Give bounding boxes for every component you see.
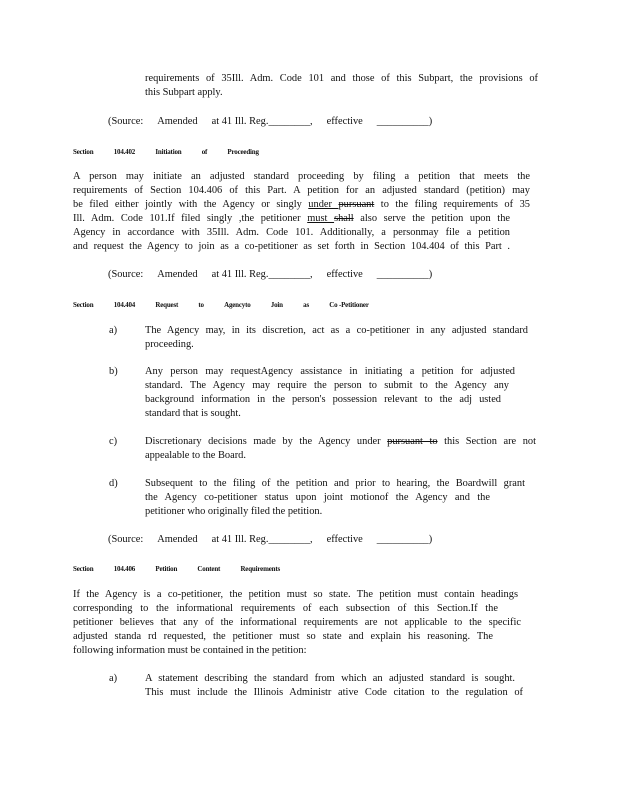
list-item-text: Subsequent to the filing of the petition and prior to hearing, the Boardwill grant [145,478,525,489]
source-amended: Amended [157,534,198,545]
source-label: (Source: [108,269,144,280]
intro-line-2: this Subpart apply. [145,87,223,98]
deleted-text: pursuant [338,199,375,210]
section-title-word: Initiation [155,147,182,156]
inserted-text: under [308,199,339,210]
inserted-text: must [307,213,335,224]
section-label: Section [73,147,94,156]
source-note [108,533,432,547]
source-effective: effective [326,534,363,545]
section-label: Section [73,300,94,309]
list-item-text: the Agency co-petitioner status upon joint motionof the Agency and the [145,492,490,503]
section-title-word: as [303,300,309,309]
section-402-line-6: and request the Agency to join as a co-petitioner as set forth in Section 104.404 of this Part . [73,241,510,252]
section-406-heading [73,562,300,576]
section-406-line-2: corresponding to the informational requirements of each subsection of this Section.If the [73,603,498,614]
section-402-line-3 [73,198,530,212]
source-effective: effective [326,116,363,127]
intro-line-1: requirements of 35Ill. Adm. Code 101 and those of this Subpart, the provisions of [145,73,538,84]
source-blank: __________) [376,116,433,127]
source-note [108,268,432,282]
source-label: (Source: [108,116,144,127]
list-item-text: standard. The Agency may require the person to submit to the Agency any [145,380,509,391]
list-item-text: appealable to the Board. [145,450,246,461]
section-number: 104.406 [113,564,136,573]
text-run: Discretionary decisions made by the Agency under [145,436,388,447]
list-item-text [145,435,536,449]
section-label: Section [73,564,94,573]
section-title-word: Content [197,564,221,573]
section-406-line-5: following information must be contained in the petition: [73,645,307,656]
source-label: (Source: [108,534,144,545]
deleted-text: shall [334,213,354,224]
text-run: Ill. Adm. Code 101.If filed singly ,the petitioner [73,213,308,224]
text-run: be filed either jointly with the Agency or singly [73,199,309,210]
list-item-text: The Agency may, in its discretion, act as a co-petitioner in any adjusted standard [145,325,528,336]
list-item-label: b) [109,366,118,377]
section-402-line-1: A person may initiate an adjusted standard proceeding by filing a petition that meets the [73,171,530,182]
deleted-text: pursuant to [387,436,438,447]
source-reg: at 41 Ill. Reg.________, [211,269,313,280]
source-blank: __________) [376,534,433,545]
section-number: 104.402 [113,147,136,156]
list-item-label: a) [109,673,118,684]
section-406-line-3: petitioner believes that any of the informational requirements are not applicable to the specific [73,617,521,628]
source-blank: __________) [376,269,433,280]
section-title-word: Co -Petitioner [329,300,369,309]
list-item-text: Any person may requestAgency assistance in initiating a petition for adjusted [145,366,515,377]
section-title-word: Requirements [240,564,281,573]
list-item-text: This must include the Illinois Administr ative Code citation to the regulation of [145,687,523,698]
list-item-text: proceeding. [145,339,194,350]
list-item-label: c) [109,436,118,447]
section-title-word: Agencyto [224,300,251,309]
source-reg: at 41 Ill. Reg.________, [211,116,313,127]
section-402-heading [73,145,279,159]
section-title-word: Proceeding [227,147,259,156]
text-run: also serve the petition upon the [353,213,510,224]
section-title-word: to [198,300,204,309]
list-item-label: d) [109,478,118,489]
section-402-line-5: Agency in accordance with 35Ill. Adm. Code 101. Additionally, a personmay file a petition [73,227,510,238]
source-effective: effective [326,269,363,280]
section-406-line-4: adjusted standa rd requested, the petitioner must so state and explain his reasoning. The [73,631,493,642]
source-reg: at 41 Ill. Reg.________, [211,534,313,545]
section-number: 104.404 [113,300,136,309]
text-run: this Section are not [437,436,536,447]
section-406-line-1: If the Agency is a co-petitioner, the petition must so state. The petition must contain headings [73,589,518,600]
section-title-word: of [201,147,208,156]
list-item-text: standard that is sought. [145,408,241,419]
section-title-word: Request [155,300,179,309]
section-402-line-4 [73,212,510,226]
text-run: to the filing requirements of 35 [374,199,530,210]
source-amended: Amended [157,269,198,280]
section-title-word: Petition [155,564,178,573]
list-item-text: background information in the person's possession relevant to the adj usted [145,394,501,405]
source-amended: Amended [157,116,198,127]
section-402-line-2: requirements of Section 104.406 of this Part. A petition for an adjusted standard (petition) may [73,185,530,196]
list-item-label: a) [109,325,118,336]
section-404-heading [73,298,389,312]
section-title-word: Join [270,300,283,309]
source-note [108,115,432,129]
list-item-text: petitioner who originally filed the petition. [145,506,323,517]
list-item-text: A statement describing the standard from which an adjusted standard is sought. [145,673,515,684]
